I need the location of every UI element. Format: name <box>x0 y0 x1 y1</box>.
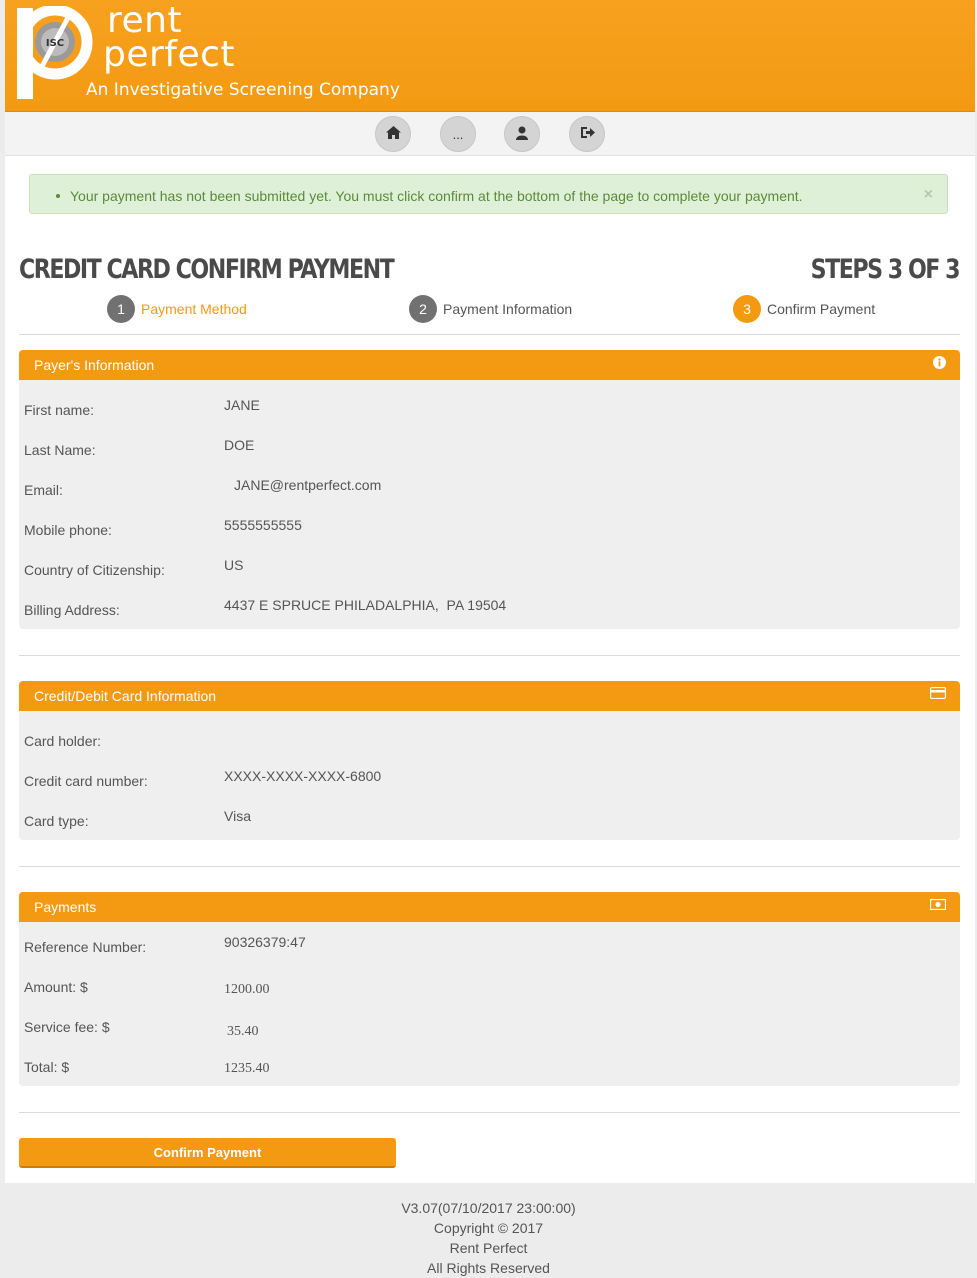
user-profile-button[interactable] <box>504 116 540 152</box>
logout-button[interactable] <box>569 116 605 152</box>
company-name: Rent Perfect <box>449 1240 528 1256</box>
card-type-value: Visa <box>224 808 251 824</box>
divider <box>19 866 960 867</box>
step-payment-method[interactable] <box>107 295 247 323</box>
info-icon <box>933 356 946 372</box>
home-icon <box>386 126 401 142</box>
total-label: Total: $ <box>24 1059 70 1075</box>
rent-perfect-logo[interactable] <box>13 6 93 106</box>
nav-bar <box>5 112 975 156</box>
email-value: JANE@rentperfect.com <box>234 477 382 493</box>
page-title: CREDIT CARD CONFIRM PAYMENT <box>19 254 394 285</box>
money-icon <box>930 898 946 913</box>
step-number: 3 <box>733 295 761 323</box>
step-payment-information <box>409 295 572 323</box>
confirm-payment-button[interactable]: Confirm Payment <box>19 1138 396 1168</box>
header <box>5 0 975 112</box>
card-information-panel <box>19 681 960 840</box>
panel-title: Payments <box>34 899 97 915</box>
step-confirm-payment <box>733 295 875 323</box>
last-name-value: DOE <box>224 437 255 453</box>
reference-number-value: 90326379:47 <box>224 934 306 950</box>
card-holder-label: Card holder: <box>24 733 102 749</box>
logo-text: ISC <box>45 38 65 49</box>
billing-address-value: 4437 E SPRUCE PHILADALPHIA, PA 19504 <box>224 597 507 613</box>
mobile-phone-value: 5555555555 <box>224 517 302 533</box>
service-fee-value: 35.40 <box>227 1024 259 1039</box>
tagline: An Investigative Screening Company <box>86 80 400 100</box>
user-icon <box>516 126 528 143</box>
citizenship-value: US <box>224 557 244 573</box>
step-label: Confirm Payment <box>767 301 876 317</box>
version-text: V3.07(07/10/2017 23:00:00) <box>401 1200 576 1216</box>
amount-label: Amount: $ <box>24 979 88 995</box>
steps-indicator: STEPS 3 OF 3 <box>810 254 959 285</box>
panel-header <box>19 892 960 922</box>
billing-address-label: Billing Address: <box>24 602 120 618</box>
alert-message: Your payment has not been submitted yet. You must click confirm at the bottom of the page to complete your payment. <box>70 188 803 204</box>
payment-warning-alert <box>29 174 948 214</box>
step-number: 1 <box>107 295 135 323</box>
first-name-label: First name: <box>24 402 95 418</box>
reference-number-label: Reference Number: <box>24 939 147 955</box>
more-button[interactable] <box>440 116 476 152</box>
logout-icon <box>580 126 595 142</box>
total-value: 1235.40 <box>224 1061 270 1076</box>
card-number-label: Credit card number: <box>24 773 148 789</box>
step-number: 2 <box>409 295 437 323</box>
close-icon[interactable]: × <box>923 186 933 203</box>
panel-title: Payer's Information <box>34 357 155 373</box>
card-number-value: XXXX-XXXX-XXXX-6800 <box>224 768 382 784</box>
divider <box>19 655 960 656</box>
panel-title: Credit/Debit Card Information <box>34 688 217 704</box>
brand-name-line2: perfect <box>103 34 236 75</box>
step-label: Payment Information <box>443 301 573 317</box>
page-container <box>5 0 975 1183</box>
amount-value: 1200.00 <box>224 982 270 997</box>
step-label: Payment Method <box>141 301 247 317</box>
bullet-icon <box>56 194 60 198</box>
credit-card-icon <box>930 687 946 702</box>
rights-text: All Rights Reserved <box>427 1260 550 1276</box>
panel-header <box>19 350 960 380</box>
last-name-label: Last Name: <box>24 442 96 458</box>
email-label: Email: <box>24 482 63 498</box>
citizenship-label: Country of Citizenship: <box>24 562 165 578</box>
card-type-label: Card type: <box>24 813 89 829</box>
payer-information-panel <box>19 350 960 629</box>
brand-name-line1: rent <box>107 0 183 41</box>
service-fee-label: Service fee: $ <box>24 1019 110 1035</box>
payments-panel <box>19 892 960 1086</box>
divider <box>19 334 960 335</box>
copyright-text: Copyright © 2017 <box>433 1220 544 1236</box>
mobile-phone-label: Mobile phone: <box>24 522 112 538</box>
first-name-value: JANE <box>224 397 260 413</box>
more-icon: ... <box>452 126 464 142</box>
footer <box>0 1198 977 1278</box>
panel-header <box>19 681 960 711</box>
divider <box>19 1112 960 1113</box>
home-button[interactable] <box>375 116 411 152</box>
